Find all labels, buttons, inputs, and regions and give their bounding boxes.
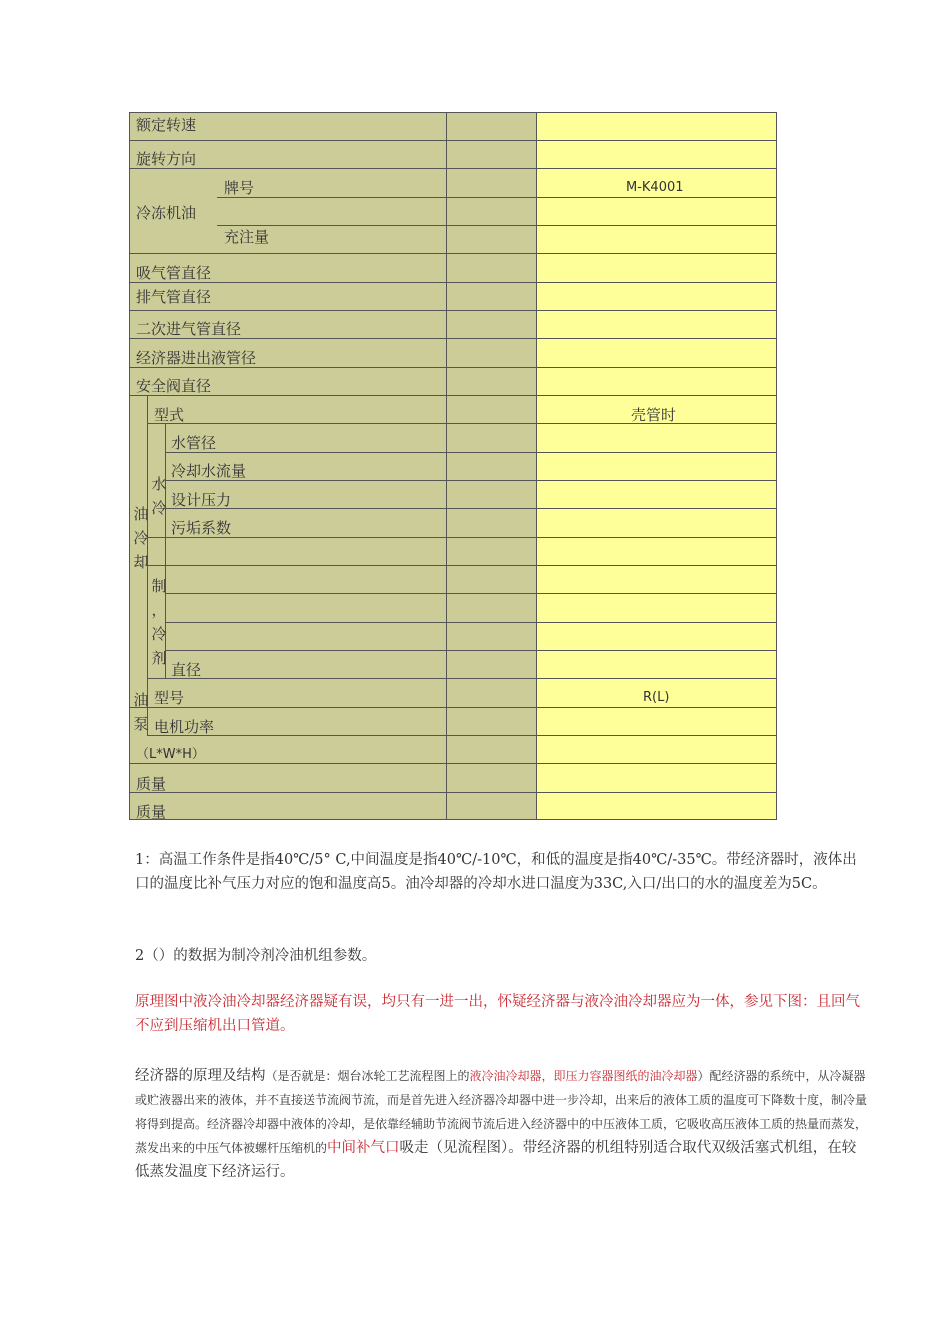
mid-port-highlight: 中间补气口 bbox=[327, 1140, 400, 1156]
rotation-label: 旋转方向 bbox=[136, 150, 197, 168]
motor-power-label: 电机功率 bbox=[154, 718, 215, 736]
mass-label: 质量 bbox=[136, 775, 167, 793]
water-cooled-vertical-label: 水 冷 bbox=[151, 475, 167, 517]
oil-brand-value: M-K4001 bbox=[626, 180, 684, 195]
economizer-liquid-label: 经济器进出液管径 bbox=[136, 349, 257, 367]
inline-question: （是否就是：烟台冰轮工艺流程图上的 bbox=[265, 1069, 470, 1083]
fouling-label: 污垢系数 bbox=[171, 519, 232, 537]
inline-highlight: 液冷油冷却器，即压力容器图纸的油冷却器 bbox=[469, 1069, 698, 1083]
type-label: 型式 bbox=[154, 406, 185, 424]
discharge-diameter-label: 排气管直径 bbox=[136, 288, 212, 306]
oil-charge-label: 充注量 bbox=[224, 228, 270, 246]
oil-model-label: 型号 bbox=[154, 689, 185, 707]
unit-column bbox=[446, 112, 536, 820]
oil-cooler-vertical-label: 油 冷 却 bbox=[133, 505, 149, 571]
cooling-flow-label: 冷却水流量 bbox=[171, 462, 247, 480]
mass-label: 质量 bbox=[136, 803, 167, 821]
safety-valve-label: 安全阀直径 bbox=[136, 377, 212, 395]
value-column bbox=[536, 112, 777, 820]
dimensions-label: （L*W*H） bbox=[136, 747, 205, 762]
design-pressure-label: 设计压力 bbox=[171, 491, 232, 509]
note-2: 2（）的数据为制冷剂冷油机组参数。 bbox=[135, 948, 377, 964]
water-pipe-label: 水管径 bbox=[171, 434, 217, 452]
refrigerant-vertical-label: 制 ， 冷 剂 bbox=[151, 577, 167, 667]
oil-pump-vertical-label: 油 泵 bbox=[133, 691, 149, 733]
diameter-label: 直径 bbox=[171, 661, 202, 679]
red-remark: 原理图中液冷油冷却器经济器疑有误，均只有一进一出，怀疑经济器与液冷油冷却器应为一体，参见下图：且回气不应到压缩机出口管道。 bbox=[135, 994, 860, 1034]
economizer-heading: 经济器的原理及结构 bbox=[135, 1068, 266, 1084]
inline-close: ）配经济器的系统中，从冷凝器或贮液器出来的液体，并不直接送节流阀节流，而是首先进入经济器冷却器中进一步冷却，出来后的液体工质的温度可下降数十度，制冷量将得到提高。经济器冷却器中液体的冷却，是依靠经辅助节流阀节流后进入经济器中的中压液体工质，它吸收高压液体工质的热量而蒸发，蒸发出来的中压气体被螺杆压缩机的 bbox=[135, 1069, 868, 1155]
suction-diameter-label: 吸气管直径 bbox=[136, 264, 212, 282]
economizer-paragraph bbox=[135, 1064, 870, 1184]
oil-model-value: R(L) bbox=[643, 690, 670, 705]
spec-table bbox=[129, 112, 777, 820]
paragraph-end: 吸走（见流程图）。带经济器的机组特别适合取代双级活塞式机组，在较低蒸发温度下经济运行。 bbox=[135, 1140, 857, 1180]
note-1: 1：高温工作条件是指40℃/5° C,中间温度是指40℃/-10℃，和低的温度是指40℃/-35℃。带经济器时，液体出口的温度比补气压力对应的饱和温度高5。油冷却器的冷却水进口温度为33C,入口/出口的水的温度差为5C。 bbox=[135, 852, 857, 892]
oil-brand-label: 牌号 bbox=[224, 179, 255, 197]
secondary-inlet-label: 二次进气管直径 bbox=[136, 320, 242, 338]
type-value: 壳管时 bbox=[631, 406, 677, 424]
rated-speed-label: 额定转速 bbox=[136, 116, 197, 134]
oil-label: 冷冻机油 bbox=[136, 204, 197, 222]
